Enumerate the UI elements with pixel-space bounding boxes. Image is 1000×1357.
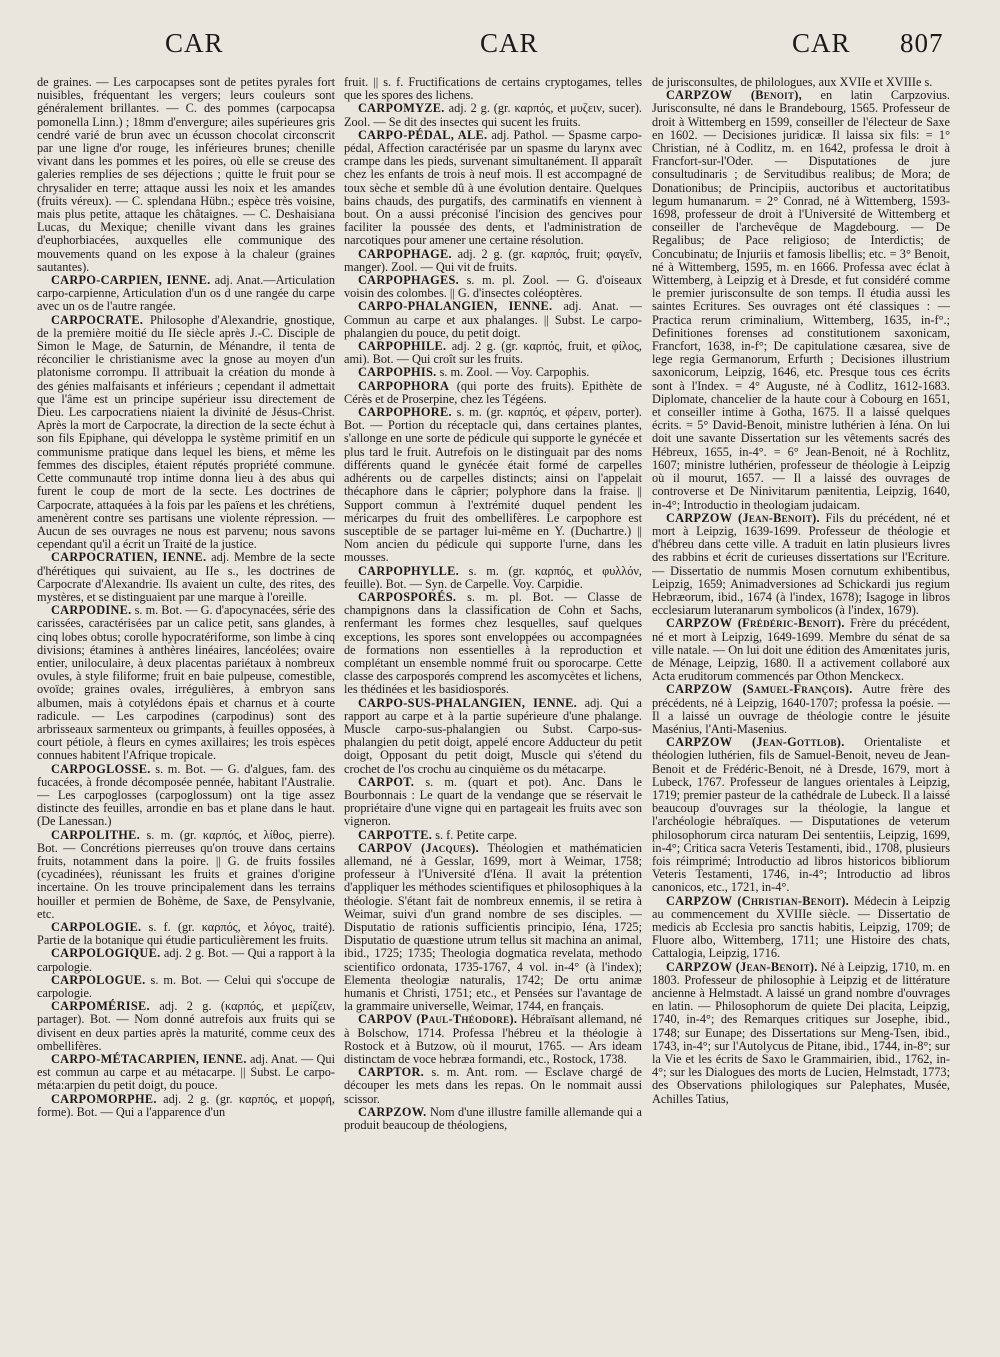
dictionary-entry	[37, 1000, 335, 1053]
entry-text: en latin Carpzovius. Jurisconsulte, né dans le Brandebourg, 1565. Professeur de droit à Wittemberg en 1599, conseiller de l'électeur de Saxe en 1602. — Decisiones juridicæ. Il laissa six fils: = 1° Christian, né à Codlitz, m. en 1642, professa le droit à Francfort-sur-l'Oder. — Disputationes de jure consultudinaris ; de Servitudibus realibus; de Mora; de Donationibus; de Principiis, auctoribus et auctoritatibus legum humanarum. = 2° Conrad, né à Wittemberg, 1593-1698, professeur de droit à l'Université de Wittemberg et conseiller de l'archevêque de Magdebourg. — De Regalibus; de Pace religioso; de Interdictis; de Concubinatu; de Injuriis et famosis libellis; etc. = 3° Benoit, né à Wittemberg, 1595, m. en 1666. Professa avec éclat à Wittemberg, à Leipzig et à Dresde, et fut considéré comme le premier jurisconsulte de son temps. Il étudia aussi les saintes Ecritures. Ses ouvrages ont été classiques : — Practica rerum criminalium, Wittemberg, 1635, in-f°.; Definitiones forenses ad constitutionem saxonicam, Francfort, 1638, in-f°; De capitulatione cæsarea, sive de lege regia Germanorum, Erfurth ; Decisiones illustrium saxonicorum, Leipzig, 1646, etc. Presque tous ces écrits sont à l'Index. = 4° Auguste, né à Codlitz, 1612-1683. Diplomate, chancelier de la haute cour à Cobourg en 1651, et conseiller intime à Gotha, 1675. Il a laissé quelques écrits. = 5° David-Benoit, ministre luthérien à Iéna. On lui doit une savante Dissertation sur les vêtements sacrés des Hébreux, 1655, in-4°. = 6° Jean-Benoit, né à Rochlitz, 1607; ministre luthérien, professeur de théologie à Leipzig où il mourut, 1657. — Il a laissé des ouvrages de controverse et De Ninivitarum pænitentia, Leipzig, 1640, in-4°; Introductio in theologiam judaicam.	[652, 88, 950, 512]
entry-text: s. m. Ant. rom. — Esclave chargé de découper les mets dans les repas. On le nommait aussi scissor.	[344, 1065, 642, 1106]
entry-text: Théologien et mathématicien allemand, né à Gesslar, 1699, mort à Weimar, 1758; professeur à l'Université d'Iéna. Il avait la prétention d'appliquer les méthodes scientifiques et philosophiques à la théologie. S'étant fait de nombreux ennemis, il se retira à Weimar, suivi d'un grand nombre de ses disciples. — Disputatio de rationis sufficientis principio, Iéna, 1725; Disputatio de quæstione utrum tellus sit machina an animal, ibid., 1725; 1735; Theologia dogmatica revelata, methodo scientifico ordonata, 1735-1767, 4 vol. in-4° (à l'index); Elementa theologiæ naturalis, 1742; De ortu animæ humanis et Christi, 1751; etc., et Pensées sur l'avantage de la grammaire universelle, Weimar, 1744, en français.	[344, 840, 642, 1014]
entry-text: adj. Anat. — Commun au carpe et aux phalanges. || Subst. Le carpo-phalangien du pouce, du petit doigt.	[344, 299, 642, 340]
entry-text: Né à Leipzig, 1710, m. en 1803. Professeur de philosophie à Leipzig et de littérature ancienne à Helmstadt. A laissé un grand nombre d'ouvrages en latin. — Philosophorum de quiete Dei placita, Leipzig, 1740, in-4°; des Remarques critiques sur Josephe, ibid., 1748; sur Eunape; des Dissertations sur Meng-Tsen, ibid., 1743, in-4°; sur l'Autolycus de Pitane, ibid., 1744, in-8°; sur la Vie et les écrits de Saxo le Grammairien, ibid., 1762, in-4°; sur les Dialogues des morts de Lucien, Helmstadt, 1773; des Observations philologiques sur Palephates, Musée, Achilles Tatius,	[652, 959, 950, 1106]
dictionary-entry	[37, 314, 335, 552]
entry-text: s. m. pl. Zool. — G. d'oiseaux voisin des colombes. || G. d'insectes coléoptères.	[344, 273, 642, 301]
entry-headword: CARPOGLOSSE.	[51, 761, 151, 776]
entry-text: s. m. Bot. — G. d'algues, fam. des fucacées, à fronde décomposée pennée, habitant l'Australie. — Les carpoglosses (carpoglossum) ont la tige assez distincte des feuilles, arrondie en bas et plane dans le haut. (De Lanessan.)	[37, 761, 335, 829]
dictionary-entry	[344, 129, 642, 248]
entry-text: adj. Membre de la secte d'hérétiques qui suivaient, au IIe s., les doctrines de Carpocrate d'Alexandrie. Ils avaient un culte, des rites, des mystères, et se distinguaient par une marque à l'oreille.	[37, 550, 335, 604]
entry-text: s. m. Zool. — Voy. Carpophis.	[439, 365, 590, 380]
entry-headword: CARPOMYZE.	[358, 101, 445, 116]
dictionary-entry	[344, 565, 642, 591]
entry-headword: CARPZOW (Jean-Gottlob).	[666, 735, 845, 750]
entry-text: s. m. (gr. καρπός, et φυλλόν, feuille). Bot. — Syn. de Carpelle. Voy. Carpidie.	[344, 563, 642, 591]
entry-headword: CARPOLOGIE.	[51, 920, 142, 934]
entry-headword: CARPZOW (Jean-Benoit).	[666, 959, 818, 974]
entry-text: adj. Anat.—Articulation carpo-carpienne, Articulation d'un os d une rangée du carpe avec un os de l'autre rangée.	[37, 273, 335, 314]
header-left-word: CAR	[165, 28, 224, 58]
dictionary-entry	[37, 76, 335, 274]
entry-text: de jurisconsultes, de philologues, aux XVIIe et XVIIIe s.	[652, 76, 933, 89]
entry-text: s. f. (gr. καρπός, et λόγος, traité). Partie de la botanique qui étudie particulièrement les fruits.	[37, 920, 335, 948]
entry-headword: CARPOV (Paul-Théodore).	[358, 1012, 518, 1027]
dictionary-entry	[652, 961, 950, 1106]
entry-text: Fils du précédent, né et mort à Leipzig, 1639-1699. Professeur de théologie et d'hébreu dans cette ville. A traduit en latin plusieurs livres des rabbins et écrit de curieuses dissertations sur l'Ecriture. — Dissertatio de nummis Mosen cornutum exhibentibus, Leipzig, 1659; Animadversiones ad Schickardi jus regium Hebræorum, ibid., 1674 (à l'index, 1678); Isagoge in libros ecclesiarum luteranarum symbolicos (à l'index, 1679).	[652, 510, 950, 618]
dictionary-entry	[344, 102, 642, 128]
entry-headword: CARPOPHAGE.	[358, 246, 452, 261]
entry-text: Nom d'une illustre famille allemande qui a produit beaucoup de théologiens,	[344, 1104, 642, 1133]
text-column-2	[344, 76, 642, 1346]
dictionary-entry	[344, 300, 642, 340]
entry-headword: CARPOLITHE.	[51, 827, 141, 842]
header-center-word: CAR	[480, 28, 539, 58]
entry-text: Philosophe d'Alexandrie, gnostique, de la première moitié du IIe siècle après J.-C. Disciple de Simon le Mage, de Saturnin, de Ménandre, il tenta de réconcilier le christianisme avec la gnose au moyen d'un platonisme corrompu. Il attribuait la création du monde à des génies malfaisants et inférieurs ; cependant il admettait que l'âme est un principe supérieur issu directement de Dieu. Les carpocratiens niaient la divinité de Jésus-Christ. Après la mort de Carpocrate, la direction de la secte échut à son fils Epiphane, qui développa le système primitif en un communisme pratique dans lequel les biens, et même les femmes des disciples, étaient réputés propriété commune. Cette communauté trop intime donna lieu à des abus qui furent le coup de mort de la secte. Les doctrines de Carpocrate, attaquées à la fois par les païens et les chrétiens, amenèrent contre ses partisans une violente répression. — Aucun de ses ouvrages ne nous est parvenu; nous savons cependant qu'il a écrit un Traité de la justice.	[37, 312, 335, 552]
dictionary-entry	[344, 248, 642, 274]
entry-text: (qui porte des fruits). Epithète de Cérès et de Proserpine, chez les Tégéens.	[344, 378, 642, 406]
entry-headword: CARPOMÉRISE.	[51, 999, 150, 1014]
entry-headword: CARPOPHIS.	[358, 365, 437, 380]
entry-headword: CARPZOW (Jean-Benoit).	[666, 510, 820, 525]
entry-headword: CARPOV (Jacques).	[358, 840, 480, 855]
dictionary-entry	[652, 683, 950, 736]
entry-headword: CARPZOW (Frédéric-Benoit).	[666, 616, 845, 631]
entry-text: s. m. Bot. — G. d'apocynacées, série des carissées, caractérisées par un calice petit, sans glandes, à cinq lobes obtus; corolle hypocratériforme, son limbe à cinq divisions; étamines à anthères linéaires, lancéolées; ovaire entier, uniloculaire, à deux placentas pariétaux à nombreux ovules, à style filiforme; fruit en baie pulpeuse, comestible, ovoïde; graines ovales, irrégulières, à embryon sans albumen, mais à cotylédons épais et charnus et à courte radicule. — Les carpodines (carpodinus) sont des arbrisseaux sarmenteux ou grimpants, à feuilles opposées, à court pétiole, à fleurs en cymes axillaires; les trois espèces connues habitent l'Afrique tropicale.	[37, 603, 335, 763]
dictionary-entry	[37, 947, 335, 973]
dictionary-entry	[37, 551, 335, 604]
entry-headword: CARPOLOGIQUE.	[51, 946, 161, 961]
entry-headword: CARPOMORPHE.	[51, 1091, 157, 1106]
entry-text: adj. 2 g. (gr. καρπός, et μυζειν, sucer). Zool. — Se dit des insectes qui sucent les fruits.	[344, 101, 642, 129]
page-number: 807	[900, 28, 944, 58]
entry-headword: CARPO-SUS-PHALANGIEN, IENNE.	[358, 695, 577, 710]
dictionary-entry	[344, 1013, 642, 1066]
dictionary-entry	[344, 776, 642, 829]
dictionary-entry	[652, 895, 950, 961]
entry-text: s. m. (gr. καρπός, et λίθος, pierre). Bot. — Concrétions pierreuses qu'on trouve dans certains fruits, notamment dans la poire. || G. de fruits fossiles (cycadinées), réunissant les fruits et graines d'origine incertaine. On les trouve principalement dans les terrains houiller et permien de Bohème, de Saxe, de Pensylvanie, etc.	[37, 827, 335, 921]
entry-text: adj. 2 g. (gr. καρπός, et μορφή, forme). Bot. — Qui a l'apparence d'un	[37, 1091, 335, 1119]
entry-headword: CARPTOR.	[358, 1065, 425, 1080]
entry-text: adj. Anat. — Qui est commun au carpe et au métacarpe. || Subst. Le carpo-méta:arpien du petit doigt, du pouce.	[37, 1052, 335, 1093]
dictionary-entry	[37, 829, 335, 921]
entry-headword: CARPZOW (Benoit),	[666, 88, 803, 103]
entry-headword: CARPOSPORÉS.	[358, 589, 457, 604]
entry-text: Orientaliste et théologien luthérien, fils de Samuel-Benoit, neveu de Jean-Benoit et de Frédéric-Benoit, né à Dresde, 1679, mort à Lubeck, 1767. Professeur de langues orientales à Leipzig, 1719; premier pasteur de la cathédrale de Lubeck. Il a laissé beaucoup d'ouvrages sur la théologie, la langue et l'archéologie hébraïques. — Disputationes de veterum philosophorum circa naturam Dei sententiis, Leipzig, 1699, in-4°; Critica sacra Veteris Testamenti, ibid., 1708, plusieurs fois réimprimé; Introductio ad libros historicos bibliorum Veteris Testamenti, 1746, in-4°; Introductio ad libros canonicos, etc., 1721, in-4°.	[652, 735, 950, 895]
dictionary-entry	[37, 274, 335, 314]
entry-text: Frère du précédent, né et mort à Leipzig, 1649-1699. Membre du sénat de sa ville natale. — On lui doit une édition des Amœnitates juris, de Ménage, Leipzig, 1680. Il a activement collaboré aux Acta eruditorum commencés par Othon Menckecx.	[652, 616, 950, 684]
dictionary-entry	[344, 697, 642, 776]
entry-headword: CARPOLOGUE.	[51, 972, 146, 987]
entry-text: s. m. (quart et pot). Anc. Dans le Bourbonnais : Le quart de la vendange que se réservait le propriétaire d'une vigne qui en partageait les fruits avec son vigneron.	[344, 774, 642, 829]
entry-text: Médecin à Leipzig au commencement du XVIIIe siècle. — Dissertatio de medicis ab Ecclesia pro sanctis habitis, Leipzig, 1709; de Fluore albo, Wittemberg, 1711; une Histoire des chats, Cattalogia, Leipzig, 1716.	[652, 893, 950, 961]
running-header	[0, 28, 1000, 68]
dictionary-entry	[344, 340, 642, 366]
dictionary-entry	[37, 604, 335, 762]
dictionary-entry	[652, 736, 950, 894]
dictionary-entry	[344, 274, 642, 300]
entry-headword: CARPO-MÉTACARPIEN, IENNE.	[51, 1052, 247, 1067]
dictionary-entry	[652, 617, 950, 683]
header-right-word: CAR	[792, 28, 851, 58]
entry-headword: CARPZOW (Christian-Benoit).	[666, 893, 850, 908]
entry-text: s. m. pl. Bot. — Classe de champignons dans la classification de Cohn et Sachs, renfermant les formes chez lesquelles, sauf quelques exceptions, les spores sont enveloppées ou accompagnées de formations non essentielles à la reproduction et complétant un ensemble nommé fruit ou sporocarpe. Cette classe des carposporés comprend les ascomycètes et lichens, les thédinées et les basidiosporés.	[344, 589, 642, 697]
entry-text: fruit. || s. f. Fructifications de certains cryptogames, telles que les spores des lichens.	[344, 76, 642, 103]
entry-headword: CARPO-CARPIEN, IENNE.	[51, 273, 211, 288]
entry-headword: CARPOPHORE.	[358, 405, 452, 420]
entry-text: adj. Qui a rapport au carpe et à la partie supérieure d'une phalange. Muscle carpo-sus-phalangien ou Subst. Carpo-sus-phalangien du petit doigt, appelé encore Adducteur du petit doigt, Opposant du petit doigt, Muscle qui s'étend du crochet de l'os crochu au cinquième os du métacarpe.	[344, 695, 642, 776]
entry-text: s. m. (gr. καρπός, et φέρειν, porter). Bot. — Portion du réceptacle qui, dans certaines plantes, s'allonge en une sorte de pédicule qui supporte le gynécée et plus tard le fruit. Autrefois on le distinguait par des noms différents quand le gynécée était formé de carpelles adhérents ou de carpelles distincts; ainsi on l'appelait thécaphore dans le câprier; polyphore dans la fraise. || Support commun à l'extrémité duquel pendent les méricarpes du fruit des ombellifères. Le carpophore est susceptible de se partager lui-même en Y. (Duchartre.) || Nom ancien du pédicule qui supporte l'urne, dans les mousses.	[344, 405, 642, 565]
entry-headword: CARPOCRATE.	[51, 312, 144, 327]
dictionary-entry	[344, 76, 642, 102]
entry-headword: CARPZOW.	[358, 1104, 427, 1119]
dictionary-entry	[37, 921, 335, 947]
dictionary-entry	[37, 1093, 335, 1119]
entry-headword: CARPOPHILE.	[358, 339, 447, 354]
dictionary-entry	[37, 1053, 335, 1093]
entry-headword: CARPOPHAGES.	[358, 273, 459, 288]
entry-text: s. f. Petite carpe.	[435, 827, 518, 842]
entry-text: adj. Pathol. — Spasme carpo-pédal, Affection caractérisée par un spasme du larynx avec crampe dans les pieds, survenant simultanément. Il apparaît chez les enfants de trois à neuf mois. Il est accompagné de toux sèche et semble dû à une évolution dentaire. Quelques bains chauds, des purgatifs, des carminatifs en viennent à bout. On a aussi préconisé l'incision des gencives pour faciliter la poussée des dents, et l'administration de narcotiques pour amener une certaine résolution.	[344, 127, 642, 248]
entry-text: adj. 2 g. Bot. — Qui a rapport à la carpologie.	[37, 946, 335, 974]
dictionary-entry	[652, 89, 950, 512]
entry-headword: CARPOTTE.	[358, 827, 433, 842]
entry-headword: CARPOPHYLLE.	[358, 563, 459, 578]
entry-text: adj. 2 g. (gr. καρπός, fruit; φαγεῖν, manger). Zool. — Qui vit de fruits.	[344, 246, 642, 274]
text-column-3	[652, 76, 950, 1346]
entry-text: Hébraïsant allemand, né à Bolschow, 1714. Professa l'hébreu et la théologie à Rostock et à Butzow, où il mourut, 1765. — Ars ideam distinctam de voce hebræa formandi, etc., Rostock, 1738.	[344, 1012, 642, 1067]
entry-headword: CARPOT.	[358, 774, 415, 789]
entry-headword: CARPODINE.	[51, 603, 132, 618]
entry-text: adj. 2 g. (καρπός, et μερίζειν, partager). Bot. — Nom donné autrefois aux fruits qui se divisent en deux parties après la maturité, comme ceux des ombellifères.	[37, 999, 335, 1053]
dictionary-entry	[37, 974, 335, 1000]
entry-text: s. m. Bot. — Celui qui s'occupe de carpologie.	[37, 972, 335, 1001]
entry-headword: CARPZOW (Samuel-François).	[666, 682, 853, 697]
entry-text: adj. 2 g. (gr. καρπός, fruit, et φίλος, ami). Bot. — Qui croît sur les fruits.	[344, 339, 642, 367]
entry-headword: CARPOPHORA	[358, 378, 450, 393]
text-column-1	[37, 76, 335, 1346]
dictionary-entry	[344, 591, 642, 697]
dictionary-entry	[652, 512, 950, 618]
entry-headword: CARPOCRATIEN, IENNE.	[51, 550, 207, 565]
entry-headword: CARPO-PHALANGIEN, IENNE.	[358, 299, 553, 314]
entry-text: Autre frère des précédents, né à Leipzig, 1640-1707; professa la poésie. — Il a laissé un ouvrage de théologie contre le jésuite Masénius, l'Anti-Masenius.	[652, 682, 950, 736]
dictionary-entry	[344, 1066, 642, 1106]
dictionary-entry	[37, 763, 335, 829]
dictionary-entry	[344, 406, 642, 564]
dictionary-entry	[344, 380, 642, 406]
dictionary-entry	[344, 842, 642, 1014]
dictionary-entry	[344, 1106, 642, 1132]
entry-headword: CARPO-PÉDAL, ALE.	[358, 127, 488, 142]
entry-text: de graines. — Les carpocapses sont de petites pyrales fort nuisibles, fréquentant les vergers; leurs couleurs sont généralement brillantes. — C. des pommes (carpocapsa pomonella Linn.) ; 18mm d'envergure; ailes supérieures gris cendré varié de brun avec un écusson chocolat circonscrit par une ligne d'or rouge, les inférieures brunes; chenille vivant dans les pommes et les poires, où elle se creuse des galeries remplies de ses déjections ; quitte le fruit pour se chrysalider en terre; attaque aussi les noix et les amandes (fruits véreux). — C. splendana Hübn.; espèce très voisine, mais plus petite, attaque les châtaignes. — C. Deshaisiana Lucas, du Mexique; chenille vivant dans les graines d'euphorbiacées, auxquelles elle communique des mouvements quand on les expose à la chaleur (graines sautantes).	[37, 76, 335, 274]
